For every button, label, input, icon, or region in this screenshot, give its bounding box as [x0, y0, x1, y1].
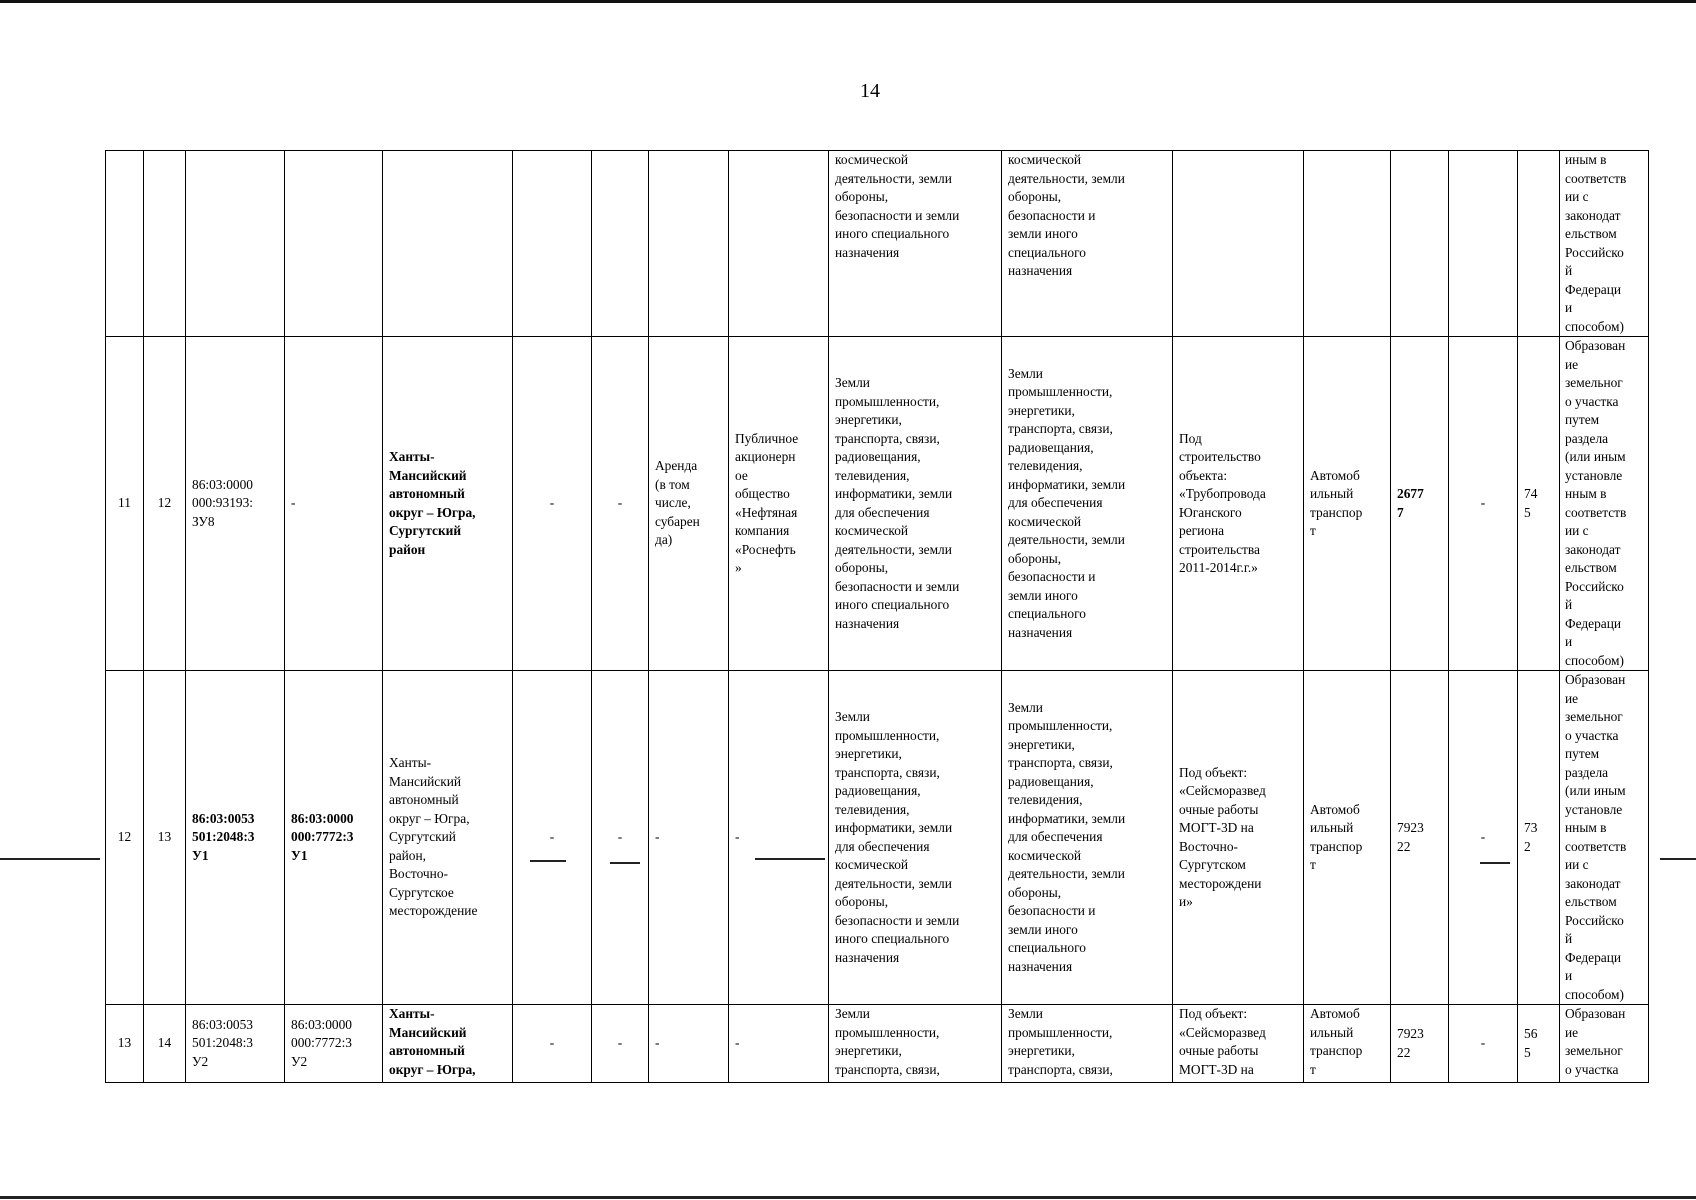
cell-location: Ханты- Мансийский автономный округ – Югра,: [383, 1005, 513, 1083]
cell-dash: -: [513, 337, 592, 671]
scan-artifact-line: [610, 862, 640, 864]
cell-empty: [1173, 151, 1304, 337]
cell-empty: [729, 151, 829, 337]
cell-empty: [106, 151, 144, 337]
cell-method: Образован ие земельног о участка: [1560, 1005, 1649, 1083]
cell-empty: [513, 151, 592, 337]
scan-bottom-edge: [0, 1196, 1696, 1199]
cell-value: 56 5: [1518, 1005, 1560, 1083]
scan-artifact-line: [1660, 858, 1696, 860]
cell-category-after: Земли промышленности, энергетики, транспорта, связи,: [1002, 1005, 1173, 1083]
cell-right-type: Аренда (в том числе, субарен да): [649, 337, 729, 671]
cell-row-number: 11: [106, 337, 144, 671]
cell-row-number: 12: [106, 671, 144, 1005]
cell-area: 7923 22: [1391, 1005, 1449, 1083]
table-row-continued: [106, 151, 1649, 337]
cell-category-before: Земли промышленности, энергетики, транспорта, связи,: [829, 1005, 1002, 1083]
cell-method: Образован ие земельног о участка путем раздела (или иным установле нным в соответств ии с законодат ельством Российско й Федераци и способом): [1560, 671, 1649, 1005]
cell-method: иным в соответств ии с законодат ельством Российско й Федераци и способом): [1560, 151, 1649, 337]
cell-permitted-use: Под объект: «Сейсморазвед очные работы МОГТ-3D на: [1173, 1005, 1304, 1083]
cell-prev-cadastral-number: -: [285, 337, 383, 671]
table-row: [106, 671, 1649, 1005]
cell-empty: [592, 151, 649, 337]
cell-location: Ханты- Мансийский автономный округ – Югра, Сургутский район: [383, 337, 513, 671]
cell-empty: [144, 151, 186, 337]
cell-category-after: Земли промышленности, энергетики, транспорта, связи, радиовещания, телевидения, информатики, земли для обеспечения космической деятельности, земли обороны, безопасности и земли иного специального назначения: [1002, 337, 1173, 671]
cell-cadastral-number: 86:03:0053 501:2048:3 У2: [186, 1005, 285, 1083]
cell-right-type: -: [649, 1005, 729, 1083]
table-row: [106, 1005, 1649, 1083]
cell-empty: [285, 151, 383, 337]
cell-dash: -: [592, 1005, 649, 1083]
page-number: 14: [860, 80, 880, 102]
cell-value: 74 5: [1518, 337, 1560, 671]
cell-permitted-use: Под объект: «Сейсморазвед очные работы МОГТ-3D на Восточно- Сургутском месторождени и»: [1173, 671, 1304, 1005]
cell-empty: [649, 151, 729, 337]
cell-empty: [1304, 151, 1391, 337]
cell-cadastral-number: 86:03:0000 000:93193: ЗУ8: [186, 337, 285, 671]
cell-dash: -: [513, 671, 592, 1005]
cell-area: 7923 22: [1391, 671, 1449, 1005]
cell-area: 2677 7: [1391, 337, 1449, 671]
cell-empty: [383, 151, 513, 337]
scan-artifact-line: [1480, 862, 1510, 864]
cell-use-type: Автомоб ильный транспор т: [1304, 337, 1391, 671]
cell-item-number: 14: [144, 1005, 186, 1083]
cell-use-type: Автомоб ильный транспор т: [1304, 1005, 1391, 1083]
cell-value: 73 2: [1518, 671, 1560, 1005]
cell-empty: [186, 151, 285, 337]
cell-method: Образован ие земельног о участка путем раздела (или иным установле нным в соответств ии с законодат ельством Российско й Федераци и способом): [1560, 337, 1649, 671]
cell-category-before: космической деятельности, земли обороны, безопасности и земли иного специального назначения: [829, 151, 1002, 337]
scan-artifact-line: [755, 858, 825, 860]
cell-right-type: -: [649, 671, 729, 1005]
cell-dash: -: [513, 1005, 592, 1083]
cell-empty: [1449, 151, 1518, 337]
cell-right-holder: -: [729, 671, 829, 1005]
cell-category-before: Земли промышленности, энергетики, транспорта, связи, радиовещания, телевидения, информатики, земли для обеспечения космической деятельности, земли обороны, безопасности и земли иного специального назначения: [829, 337, 1002, 671]
cell-right-holder: -: [729, 1005, 829, 1083]
cell-category-before: Земли промышленности, энергетики, транспорта, связи, радиовещания, телевидения, информатики, земли для обеспечения космической деятельности, земли обороны, безопасности и земли иного специального назначения: [829, 671, 1002, 1005]
cell-prev-cadastral-number: 86:03:0000 000:7772:3 У2: [285, 1005, 383, 1083]
cell-category-after: космической деятельности, земли обороны, безопасности и земли иного специального назначения: [1002, 151, 1173, 337]
cell-dash: -: [592, 671, 649, 1005]
cell-cadastral-number: 86:03:0053 501:2048:3 У1: [186, 671, 285, 1005]
cell-dash: -: [592, 337, 649, 671]
cell-dash: -: [1449, 671, 1518, 1005]
cell-item-number: 12: [144, 337, 186, 671]
cell-permitted-use: Под строительство объекта: «Трубопровода Юганского региона строительства 2011-2014г.г.»: [1173, 337, 1304, 671]
cell-category-after: Земли промышленности, энергетики, транспорта, связи, радиовещания, телевидения, информатики, земли для обеспечения космической деятельности, земли обороны, безопасности и земли иного специального назначения: [1002, 671, 1173, 1005]
cell-item-number: 13: [144, 671, 186, 1005]
scan-artifact-line: [0, 858, 100, 860]
cell-prev-cadastral-number: 86:03:0000 000:7772:3 У1: [285, 671, 383, 1005]
cell-right-holder: Публичное акционерн ое общество «Нефтяная компания «Роснефть »: [729, 337, 829, 671]
cell-dash: -: [1449, 337, 1518, 671]
cell-empty: [1391, 151, 1449, 337]
cell-dash: -: [1449, 1005, 1518, 1083]
cell-location: Ханты- Мансийский автономный округ – Югра, Сургутский район, Восточно- Сургутское месторождение: [383, 671, 513, 1005]
scan-top-edge: [0, 0, 1696, 3]
land-plots-table: [105, 150, 1649, 1083]
scan-artifact-line: [530, 860, 566, 862]
cell-use-type: Автомоб ильный транспор т: [1304, 671, 1391, 1005]
table-row: [106, 337, 1649, 671]
cell-row-number: 13: [106, 1005, 144, 1083]
cell-empty: [1518, 151, 1560, 337]
